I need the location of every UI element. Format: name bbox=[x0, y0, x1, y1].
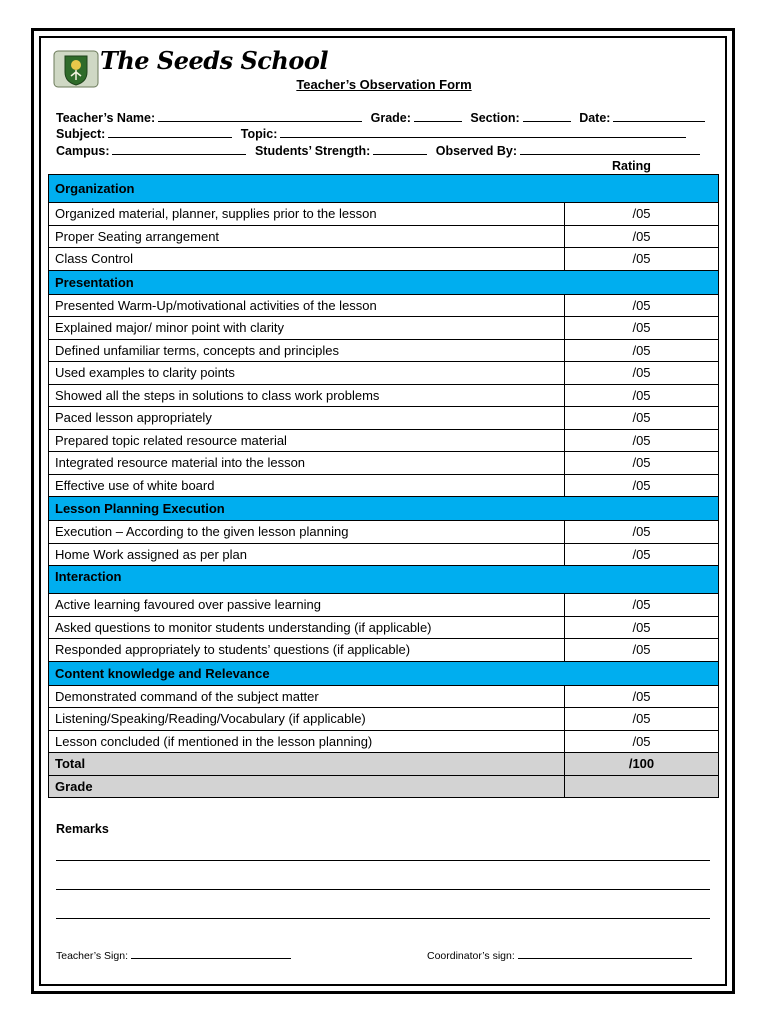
date-label: Date: bbox=[579, 111, 611, 125]
table-row: Effective use of white board /05 bbox=[49, 474, 719, 497]
subject-label: Subject: bbox=[56, 127, 106, 141]
coordinator-sign-field[interactable] bbox=[518, 948, 692, 959]
teacher-name-label: Teacher’s Name: bbox=[56, 111, 156, 125]
teacher-name-field[interactable] bbox=[158, 109, 362, 122]
observed-by-label: Observed By: bbox=[435, 144, 518, 158]
remarks-line[interactable] bbox=[56, 918, 710, 919]
section-field[interactable] bbox=[523, 109, 571, 122]
table-row: Explained major/ minor point with clarity /05 bbox=[49, 317, 719, 340]
date-field[interactable] bbox=[613, 109, 705, 122]
campus-field[interactable] bbox=[112, 142, 246, 155]
table-row: Demonstrated command of the subject matter /05 bbox=[49, 685, 719, 708]
subject-field[interactable] bbox=[108, 125, 232, 138]
section-header: Content knowledge and Relevance bbox=[49, 661, 719, 685]
grade-field[interactable] bbox=[414, 109, 462, 122]
table-row: Paced lesson appropriately /05 bbox=[49, 407, 719, 430]
remarks-line[interactable] bbox=[56, 860, 710, 861]
students-strength-field[interactable] bbox=[373, 142, 427, 155]
section-header: Presentation bbox=[49, 270, 719, 294]
remarks-label: Remarks bbox=[56, 822, 109, 836]
grade-row: Grade bbox=[49, 775, 719, 798]
table-row: Showed all the steps in solutions to class work problems /05 bbox=[49, 384, 719, 407]
observed-by-field[interactable] bbox=[520, 142, 700, 155]
table-row: Integrated resource material into the lesson /05 bbox=[49, 452, 719, 475]
teacher-sign bbox=[56, 948, 291, 962]
table-row: Asked questions to monitor students understanding (if applicable) /05 bbox=[49, 616, 719, 639]
table-row: Responded appropriately to students’ questions (if applicable) /05 bbox=[49, 639, 719, 662]
form-title: Teacher’s Observation Form bbox=[296, 77, 472, 92]
teacher-sign-field[interactable] bbox=[131, 948, 291, 959]
table-row: Presented Warm-Up/motivational activities of the lesson /05 bbox=[49, 294, 719, 317]
info-row-3 bbox=[56, 142, 705, 158]
rating-header: Rating bbox=[612, 159, 651, 173]
table-row: Prepared topic related resource material /05 bbox=[49, 429, 719, 452]
table-row: Proper Seating arrangement /05 bbox=[49, 225, 719, 248]
info-row-2 bbox=[56, 125, 691, 141]
info-row-1 bbox=[56, 109, 710, 125]
table-row: Class Control /05 bbox=[49, 248, 719, 271]
topic-label: Topic: bbox=[240, 127, 278, 141]
table-row: Defined unfamiliar terms, concepts and principles /05 bbox=[49, 339, 719, 362]
coordinator-sign bbox=[427, 948, 692, 962]
teacher-sign-label: Teacher’s Sign: bbox=[56, 950, 128, 962]
table-row: Active learning favoured over passive learning /05 bbox=[49, 594, 719, 617]
topic-field[interactable] bbox=[280, 125, 686, 138]
table-row: Organized material, planner, supplies prior to the lesson /05 bbox=[49, 203, 719, 226]
total-row: Total /100 bbox=[49, 753, 719, 776]
observation-table bbox=[48, 174, 719, 798]
section-label: Section: bbox=[470, 111, 520, 125]
students-strength-label: Students’ Strength: bbox=[254, 144, 371, 158]
section-header: Organization bbox=[49, 175, 719, 203]
table-row: Listening/Speaking/Reading/Vocabulary (if applicable) /05 bbox=[49, 708, 719, 731]
table-row: Lesson concluded (if mentioned in the lesson planning) /05 bbox=[49, 730, 719, 753]
table-row: Used examples to clarity points /05 bbox=[49, 362, 719, 385]
remarks-line[interactable] bbox=[56, 889, 710, 890]
table-row: Execution – According to the given lesson planning /05 bbox=[49, 521, 719, 544]
campus-label: Campus: bbox=[56, 144, 110, 158]
coordinator-sign-label: Coordinator’s sign: bbox=[427, 950, 515, 962]
table-row: Home Work assigned as per plan /05 bbox=[49, 543, 719, 566]
section-header: Interaction bbox=[49, 566, 719, 594]
section-header: Lesson Planning Execution bbox=[49, 497, 719, 521]
grade-label: Grade: bbox=[370, 111, 411, 125]
school-name: The Seeds School bbox=[100, 46, 328, 75]
